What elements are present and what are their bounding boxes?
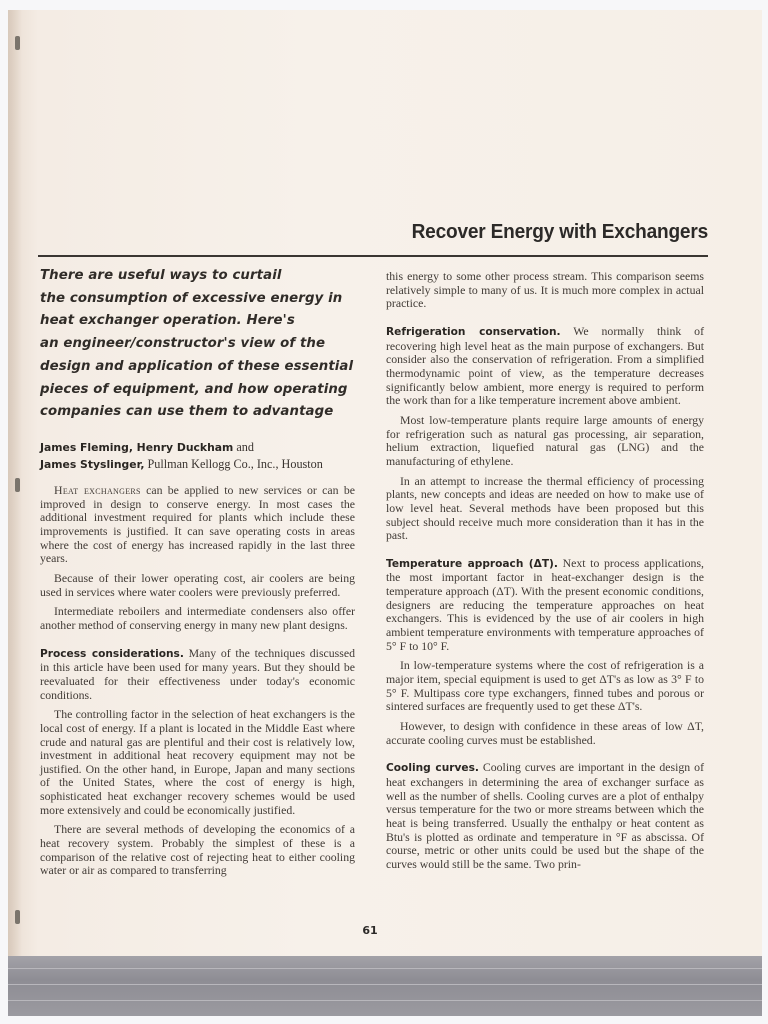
paragraph: Intermediate reboilers and intermediate condensers also offer another method of conserving energy in many new plant designs. bbox=[40, 604, 355, 632]
deck-line: the consumption of excessive energy in bbox=[40, 290, 343, 306]
paragraph: Cooling curves. Cooling curves are important in the design of heat exchangers in determining the area of exchanger surface as well as the number of shells. Cooling curves are a plot of enthalpy versus temperature for the two or more streams between which the heat is being transferred. Usually the enthalpy or heat content as Btu's is plotted as ordinate and temperature in °F as abscissa. Of course, metric or other units could be used but the shape of the curves would still be the same. Two prin- bbox=[386, 760, 704, 871]
paragraph: The controlling factor in the selection of heat exchangers is the local cost of energy. If a plant is located in the Middle East where crude and natural gas are plentiful and their cost is relatively low, investment in additional heat recovery equipment may not be justified. On the other hand, in Europe, Japan and many sections of the United States, where the cost of energy is high, sophisticated heat exchanger recovery schemes would be used more extensively and could be economically justified. bbox=[40, 707, 355, 817]
paragraph: Process considerations. Many of the techniques discussed in this article have been used for many years. But they should be reevaluated for their effectiveness under today's economic conditions. bbox=[40, 645, 355, 702]
author-byline bbox=[40, 439, 370, 473]
deck-line: companies can use them to advantage bbox=[40, 404, 334, 420]
paragraph: Temperature approach (ΔT). Next to process applications, the most important factor in heat-exchanger design is the temperature approach (ΔT). With the present economic conditions, designers are reducing the temperature approaches on heat exchangers. This is evidenced by the use of air coolers in high ambient temperature environments with temperature approaches of 5° F to 10° F. bbox=[386, 555, 704, 653]
author-affiliation: Pullman Kellogg Co., Inc., Houston bbox=[147, 457, 323, 471]
author-names: James Styslinger, bbox=[40, 458, 145, 471]
section-heading: Refrigeration conservation. bbox=[386, 325, 561, 338]
deck-line: design and application of these essential bbox=[40, 358, 354, 374]
paragraph: Most low-temperature plants require large amounts of energy for refrigeration such as natural gas processing, air separation, helium extraction, liquefied natural gas (LNG) and the manufacturing of ethylene. bbox=[386, 412, 704, 468]
paragraph: Because of their lower operating cost, air coolers are being used in services where water coolers were previously preferred. bbox=[40, 570, 355, 599]
article-title: Recover Energy with Exchangers bbox=[411, 220, 708, 243]
binding-mark bbox=[15, 36, 20, 50]
deck-line: an engineer/constructor's view of the bbox=[40, 336, 326, 352]
scanner-bed-strip bbox=[8, 956, 762, 1016]
paragraph: Heat exchangers can be applied to new services or can be improved in design to conserve energy. In most cases the additional investment required for plants which include these improvements is justified. It can save operating costs in areas where the cost of energy has increased rapidly in the last three years. bbox=[40, 483, 355, 566]
page-number: 61 bbox=[362, 924, 378, 937]
paragraph: this energy to some other process stream. This comparison seems relatively simple to many of us. It is much more complex in actual practice. bbox=[386, 269, 704, 311]
paragraph: Refrigeration conservation. We normally think of recovering high level heat as the main purpose of exchangers. But consider also the conservation of refrigeration. From a simplified thermodynamic point of view, as the temperature decreases significantly below ambient, more energy is required to perform the work than for a like temperature increment above ambient. bbox=[386, 323, 704, 408]
paragraph: There are several methods of developing the economics of a heat recovery system. Probably the simplest of these is a comparison of the relative cost of rejecting heat to either cooling water or air as compared to transferring bbox=[40, 822, 355, 878]
title-rule bbox=[38, 255, 708, 257]
deck-line: heat exchanger operation. Here's bbox=[40, 313, 295, 329]
binding-mark bbox=[15, 478, 20, 492]
paragraph: In an attempt to increase the thermal efficiency of processing plants, new concepts and ideas are needed on how to make use of low level heat. Several methods have been proposed but this subject should receive much more consideration than it has in the past. bbox=[386, 473, 704, 543]
section-heading: Cooling curves. bbox=[386, 762, 479, 775]
author-and: and bbox=[236, 440, 254, 454]
deck-line: pieces of equipment, and how operating bbox=[40, 381, 348, 397]
author-names: James Fleming, Henry Duckham bbox=[40, 441, 234, 454]
section-heading: Temperature approach (ΔT). bbox=[386, 557, 558, 570]
article-deck bbox=[40, 265, 362, 424]
paragraph: In low-temperature systems where the cost of refrigeration is a major item, special equipment is used to get ΔT's as low as 3° F to 5° F. Multipass core type exchangers, finned tubes and porous or sintered surfaces are frequently used to get these ΔT's. bbox=[386, 658, 704, 714]
right-column bbox=[386, 270, 704, 878]
section-heading: Process considerations. bbox=[40, 647, 184, 660]
paragraph: However, to design with confidence in these areas of low ΔT, accurate cooling curves must be established. bbox=[386, 719, 704, 747]
left-column bbox=[40, 484, 355, 884]
binding-mark bbox=[15, 910, 20, 924]
lead-in: Heat exchangers bbox=[54, 483, 141, 497]
deck-line: There are useful ways to curtail bbox=[40, 268, 282, 283]
